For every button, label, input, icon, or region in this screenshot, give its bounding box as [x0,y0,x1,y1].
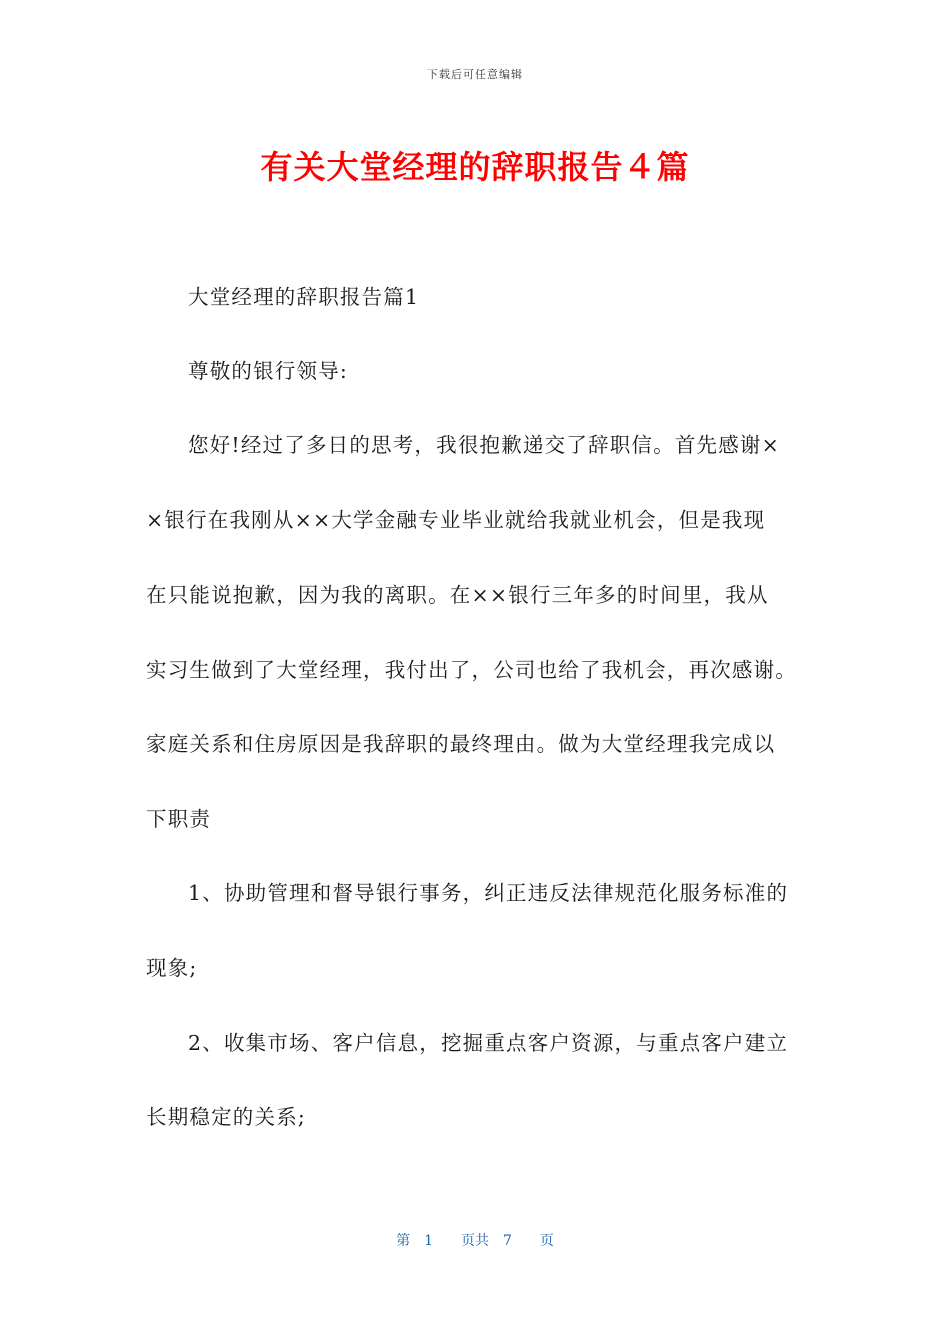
salutation: 尊敬的银行领导: [188,359,349,383]
paragraph-line: 家庭关系和住房原因是我辞职的最终理由。做为大堂经理我完成以 [146,732,776,756]
list-item-line: 2、收集市场、客户信息，挖掘重点客户资源，与重点客户建立 [188,1031,789,1055]
list-item-line: 现象; [146,956,198,980]
paragraph-line: 您好!经过了多日的思考，我很抱歉递交了辞职信。首先感谢× [188,433,781,457]
list-item-line: 1、协助管理和督导银行事务，纠正违反法律规范化服务标准的 [188,881,789,905]
header-note: 下载后可任意编辑 [427,68,523,81]
page-number-footer: 第 1 页共 7 页 [396,1233,554,1249]
document-title: 有关大堂经理的辞职报告４篇 [260,148,690,186]
paragraph-line: 实习生做到了大堂经理，我付出了，公司也给了我机会，再次感谢。 [146,658,797,682]
paragraph-line: 下职责 [146,807,212,831]
section-heading: 大堂经理的辞职报告篇1 [188,285,420,309]
paragraph-line: 在只能说抱歉，因为我的离职。在××银行三年多的时间里，我从 [146,583,769,607]
paragraph-line: ×银行在我刚从××大学金融专业毕业就给我就业机会，但是我现 [146,508,766,532]
list-item-line: 长期稳定的关系; [146,1105,307,1129]
